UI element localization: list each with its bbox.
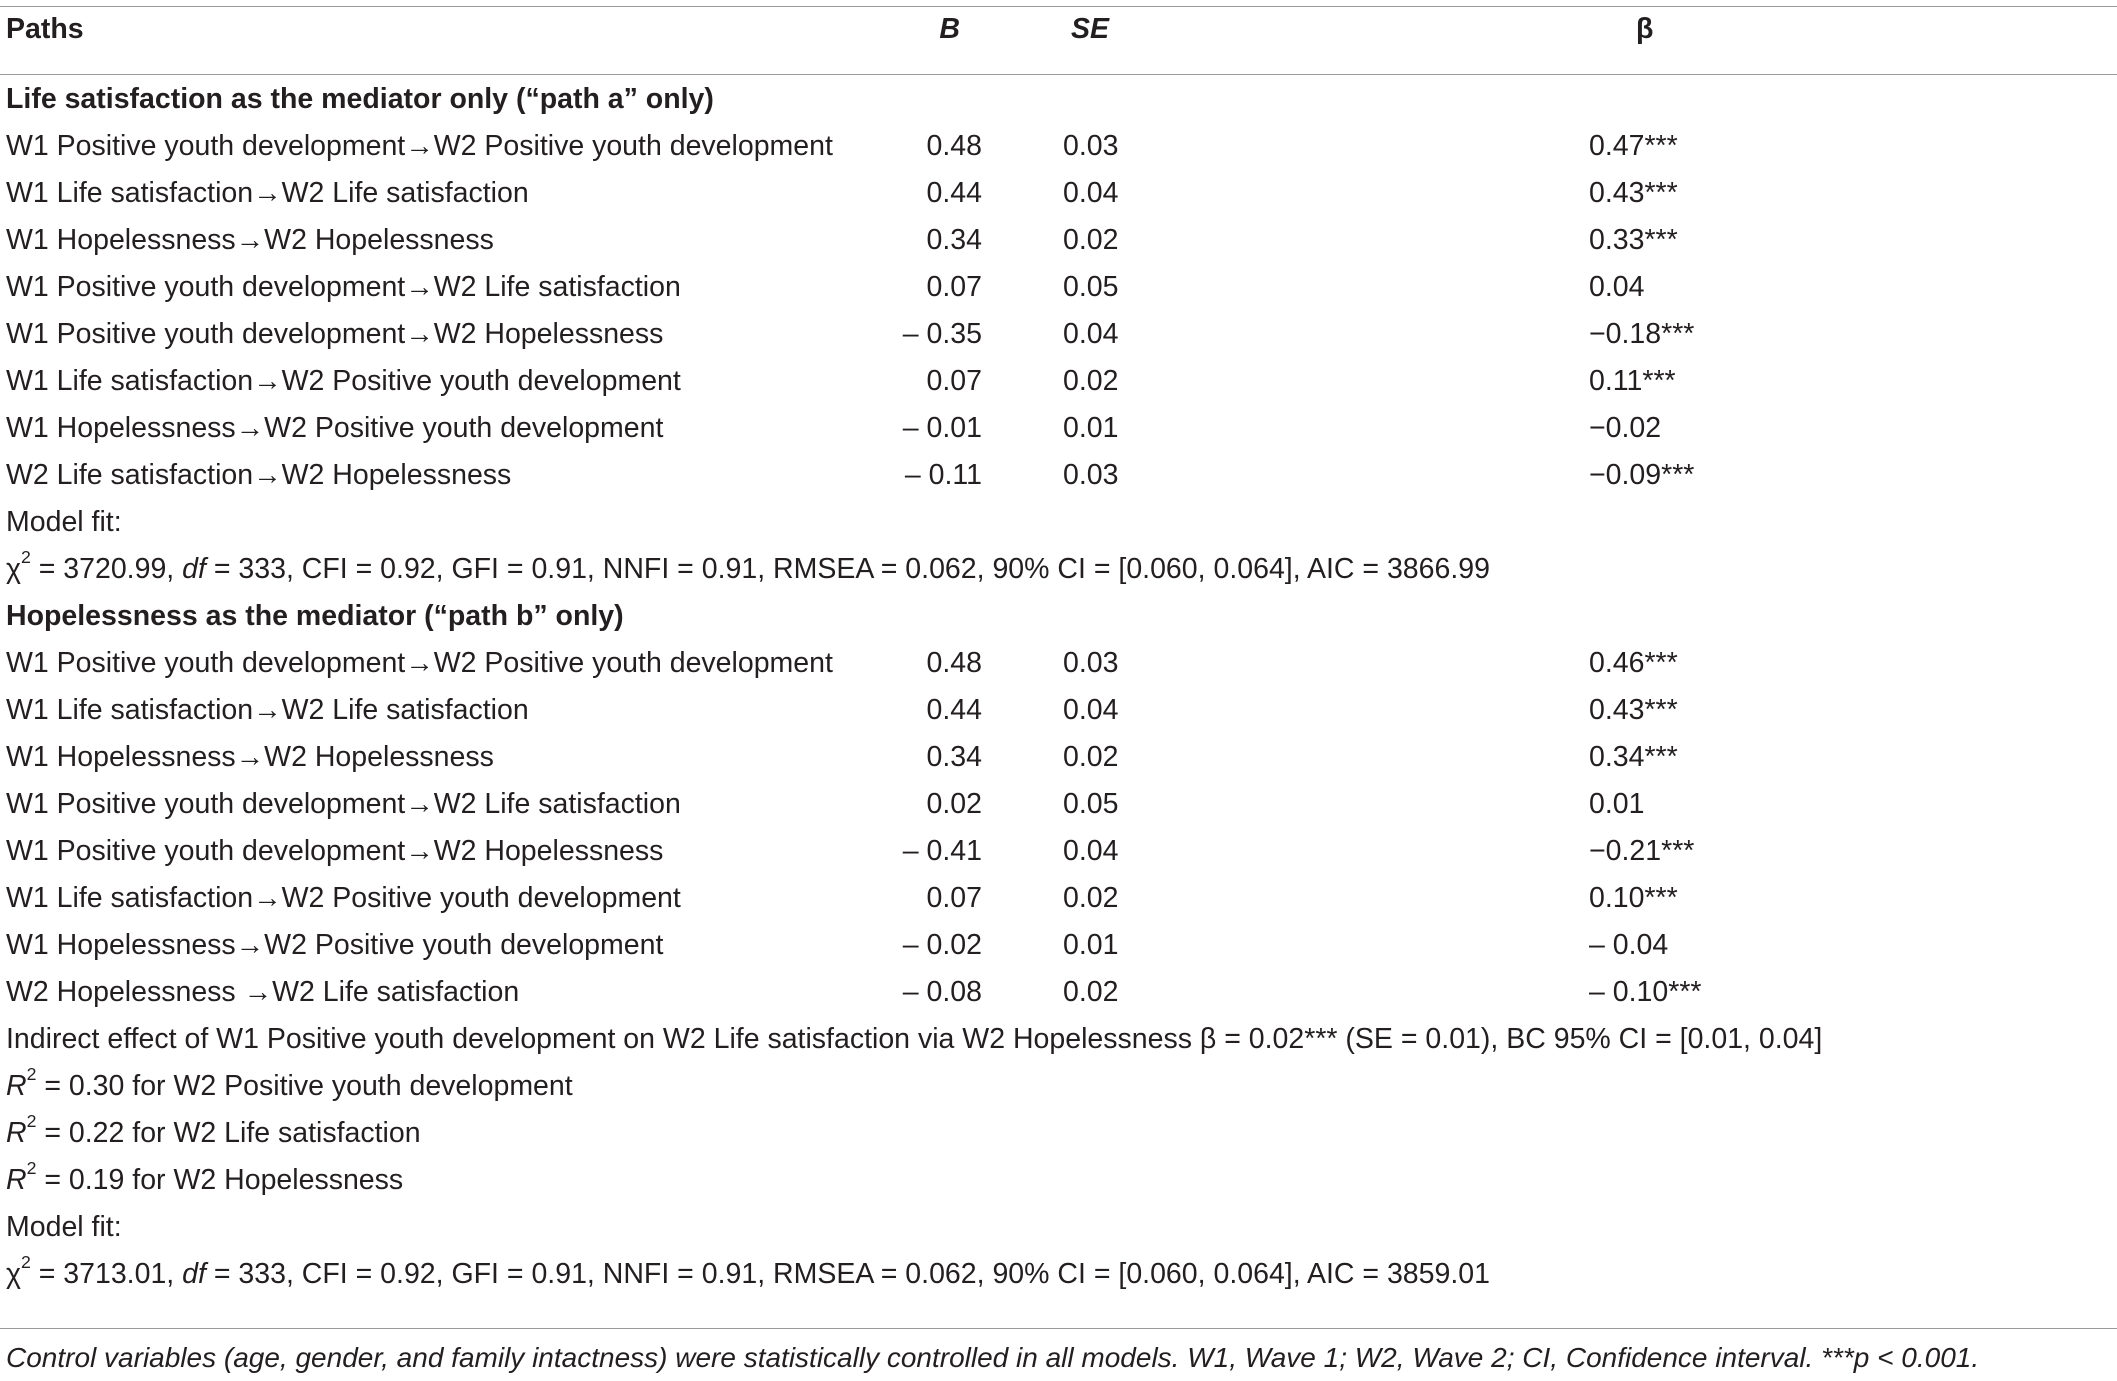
b-value: 0.07	[926, 271, 982, 303]
model-fit-label: Model fit:	[6, 506, 122, 538]
se-value: 0.04	[1063, 694, 1119, 726]
table-row	[0, 640, 2117, 687]
indirect-effect-text: Indirect effect of W1 Positive youth development on W2 Life satisfaction via W2 Hopelessness β = 0.02*** (SE = 0.01), BC 95% CI = [0.01, 0.04]	[6, 1023, 1823, 1055]
beta-value: 0.04	[1589, 271, 1645, 303]
path-label: W1 Life satisfaction→W2 Positive youth development	[6, 882, 681, 914]
table-row	[0, 170, 2117, 217]
se-value: 0.01	[1063, 929, 1119, 961]
fit-chi-value: = 3713.01,	[30, 1258, 183, 1290]
se-value: 0.02	[1063, 976, 1119, 1008]
b-value: – 0.02	[902, 929, 982, 961]
table-row	[0, 217, 2117, 264]
b-value: – 0.01	[902, 412, 982, 444]
beta-value: 0.46***	[1589, 647, 1678, 679]
path-label: W1 Positive youth development→W2 Positive youth development	[6, 130, 833, 162]
header-paths: Paths	[6, 13, 84, 45]
b-value: 0.44	[926, 177, 982, 209]
beta-value: −0.09***	[1589, 459, 1695, 491]
chi-symbol: χ	[6, 1258, 21, 1290]
path-label: W1 Life satisfaction→W2 Life satisfaction	[6, 694, 529, 726]
beta-value: – 0.10***	[1589, 976, 1702, 1008]
beta-value: 0.01	[1589, 788, 1645, 820]
chi-exponent: 2	[20, 547, 31, 568]
header-b: B	[939, 13, 960, 45]
header-row	[0, 6, 2117, 53]
b-value: 0.48	[926, 130, 982, 162]
r-squared-text	[6, 1063, 573, 1110]
r-squared-text	[6, 1157, 403, 1204]
se-value: 0.02	[1063, 224, 1119, 256]
beta-value: 0.10***	[1589, 882, 1678, 914]
indirect-effect-row	[0, 1016, 2117, 1063]
table-row	[0, 969, 2117, 1016]
beta-value: 0.47***	[1589, 130, 1678, 162]
r-exponent: 2	[26, 1158, 37, 1179]
r-squared-value: = 0.22 for W2 Life satisfaction	[36, 1117, 421, 1149]
chi-symbol: χ	[6, 553, 21, 585]
table-row	[0, 875, 2117, 922]
se-value: 0.02	[1063, 365, 1119, 397]
r-exponent: 2	[26, 1111, 37, 1132]
table-row	[0, 452, 2117, 499]
b-value: 0.07	[926, 882, 982, 914]
b-value: 0.44	[926, 694, 982, 726]
header-rule	[0, 74, 2117, 75]
model-fit-row	[0, 1251, 2117, 1298]
b-value: – 0.41	[902, 835, 982, 867]
table-row	[0, 123, 2117, 170]
model-fit-label: Model fit:	[6, 1211, 122, 1243]
path-label: W1 Positive youth development→W2 Positive youth development	[6, 647, 833, 679]
table-row	[0, 734, 2117, 781]
r-squared-row	[0, 1110, 2117, 1157]
path-label: W1 Hopelessness→W2 Positive youth development	[6, 412, 664, 444]
b-value: 0.34	[926, 741, 982, 773]
se-value: 0.02	[1063, 882, 1119, 914]
table-row	[0, 781, 2117, 828]
beta-value: −0.21***	[1589, 835, 1695, 867]
b-value: – 0.35	[902, 318, 982, 350]
r-squared-value: = 0.19 for W2 Hopelessness	[36, 1164, 404, 1196]
b-value: 0.34	[926, 224, 982, 256]
table-row	[0, 358, 2117, 405]
se-value: 0.05	[1063, 271, 1119, 303]
footnote-row	[0, 1334, 2117, 1381]
r-squared-row	[0, 1157, 2117, 1204]
beta-value: 0.34***	[1589, 741, 1678, 773]
se-value: 0.03	[1063, 130, 1119, 162]
header-se: SE	[1071, 13, 1110, 45]
path-label: W1 Positive youth development→W2 Hopelessness	[6, 318, 664, 350]
se-value: 0.03	[1063, 459, 1119, 491]
section-b-title-row	[0, 593, 2117, 640]
table-row	[0, 311, 2117, 358]
se-value: 0.04	[1063, 177, 1119, 209]
se-value: 0.02	[1063, 741, 1119, 773]
model-fit-label-row	[0, 499, 2117, 546]
table-footnote: Control variables (age, gender, and family intactness) were statistically controlled in all models. W1, Wave 1; W2, Wave 2; CI, Confidence interval. ***p < 0.001.	[6, 1342, 1980, 1373]
beta-value: 0.11***	[1589, 365, 1676, 397]
path-label: W2 Hopelessness →W2 Life satisfaction	[6, 976, 520, 1008]
r-squared-value: = 0.30 for W2 Positive youth development	[36, 1070, 573, 1102]
b-value: – 0.11	[904, 459, 982, 491]
b-value: – 0.08	[902, 976, 982, 1008]
r-squared-row	[0, 1063, 2117, 1110]
model-fit-label-row	[0, 1204, 2117, 1251]
table-row	[0, 922, 2117, 969]
r-symbol: R	[6, 1070, 27, 1102]
beta-value: – 0.04	[1589, 929, 1669, 961]
path-label: W1 Hopelessness→W2 Positive youth development	[6, 929, 664, 961]
section-b-title: Hopelessness as the mediator (“path b” only)	[6, 600, 624, 632]
b-value: 0.02	[926, 788, 982, 820]
beta-value: 0.43***	[1589, 177, 1678, 209]
path-label: W1 Positive youth development→W2 Hopelessness	[6, 835, 664, 867]
model-fit-stats	[6, 1251, 1490, 1298]
fit-df-label: df	[182, 1258, 206, 1290]
beta-value: 0.43***	[1589, 694, 1678, 726]
path-label: W2 Life satisfaction→W2 Hopelessness	[6, 459, 512, 491]
fit-df-label: df	[182, 553, 206, 585]
path-label: W1 Hopelessness→W2 Hopelessness	[6, 741, 494, 773]
b-value: 0.48	[926, 647, 982, 679]
se-value: 0.03	[1063, 647, 1119, 679]
r-symbol: R	[6, 1164, 27, 1196]
section-a-title-row	[0, 76, 2117, 123]
beta-value: 0.33***	[1589, 224, 1678, 256]
r-squared-text	[6, 1110, 421, 1157]
bottom-rule	[0, 1328, 2117, 1329]
header-beta: β	[1636, 13, 1654, 45]
beta-value: −0.02	[1589, 412, 1662, 444]
b-value: 0.07	[926, 365, 982, 397]
se-value: 0.04	[1063, 835, 1119, 867]
section-a-title: Life satisfaction as the mediator only (“path a” only)	[6, 83, 714, 115]
table-row	[0, 264, 2117, 311]
r-exponent: 2	[26, 1064, 37, 1085]
table-row	[0, 687, 2117, 734]
path-label: W1 Life satisfaction→W2 Positive youth development	[6, 365, 681, 397]
model-fit-row	[0, 546, 2117, 593]
beta-value: −0.18***	[1589, 318, 1695, 350]
model-fit-stats	[6, 546, 1490, 593]
path-label: W1 Hopelessness→W2 Hopelessness	[6, 224, 494, 256]
path-label: W1 Positive youth development→W2 Life satisfaction	[6, 788, 681, 820]
fit-indices: = 333, CFI = 0.92, GFI = 0.91, NNFI = 0.91, RMSEA = 0.062, 90% CI = [0.060, 0.064], AIC = 3866.99	[205, 553, 1490, 585]
se-value: 0.04	[1063, 318, 1119, 350]
path-label: W1 Life satisfaction→W2 Life satisfaction	[6, 177, 529, 209]
se-value: 0.05	[1063, 788, 1119, 820]
r-symbol: R	[6, 1117, 27, 1149]
table-row	[0, 828, 2117, 875]
path-label: W1 Positive youth development→W2 Life satisfaction	[6, 271, 681, 303]
fit-chi-value: = 3720.99,	[30, 553, 183, 585]
se-value: 0.01	[1063, 412, 1119, 444]
chi-exponent: 2	[20, 1252, 31, 1273]
table-row	[0, 405, 2117, 452]
fit-indices: = 333, CFI = 0.92, GFI = 0.91, NNFI = 0.91, RMSEA = 0.062, 90% CI = [0.060, 0.064], AIC = 3859.01	[205, 1258, 1490, 1290]
